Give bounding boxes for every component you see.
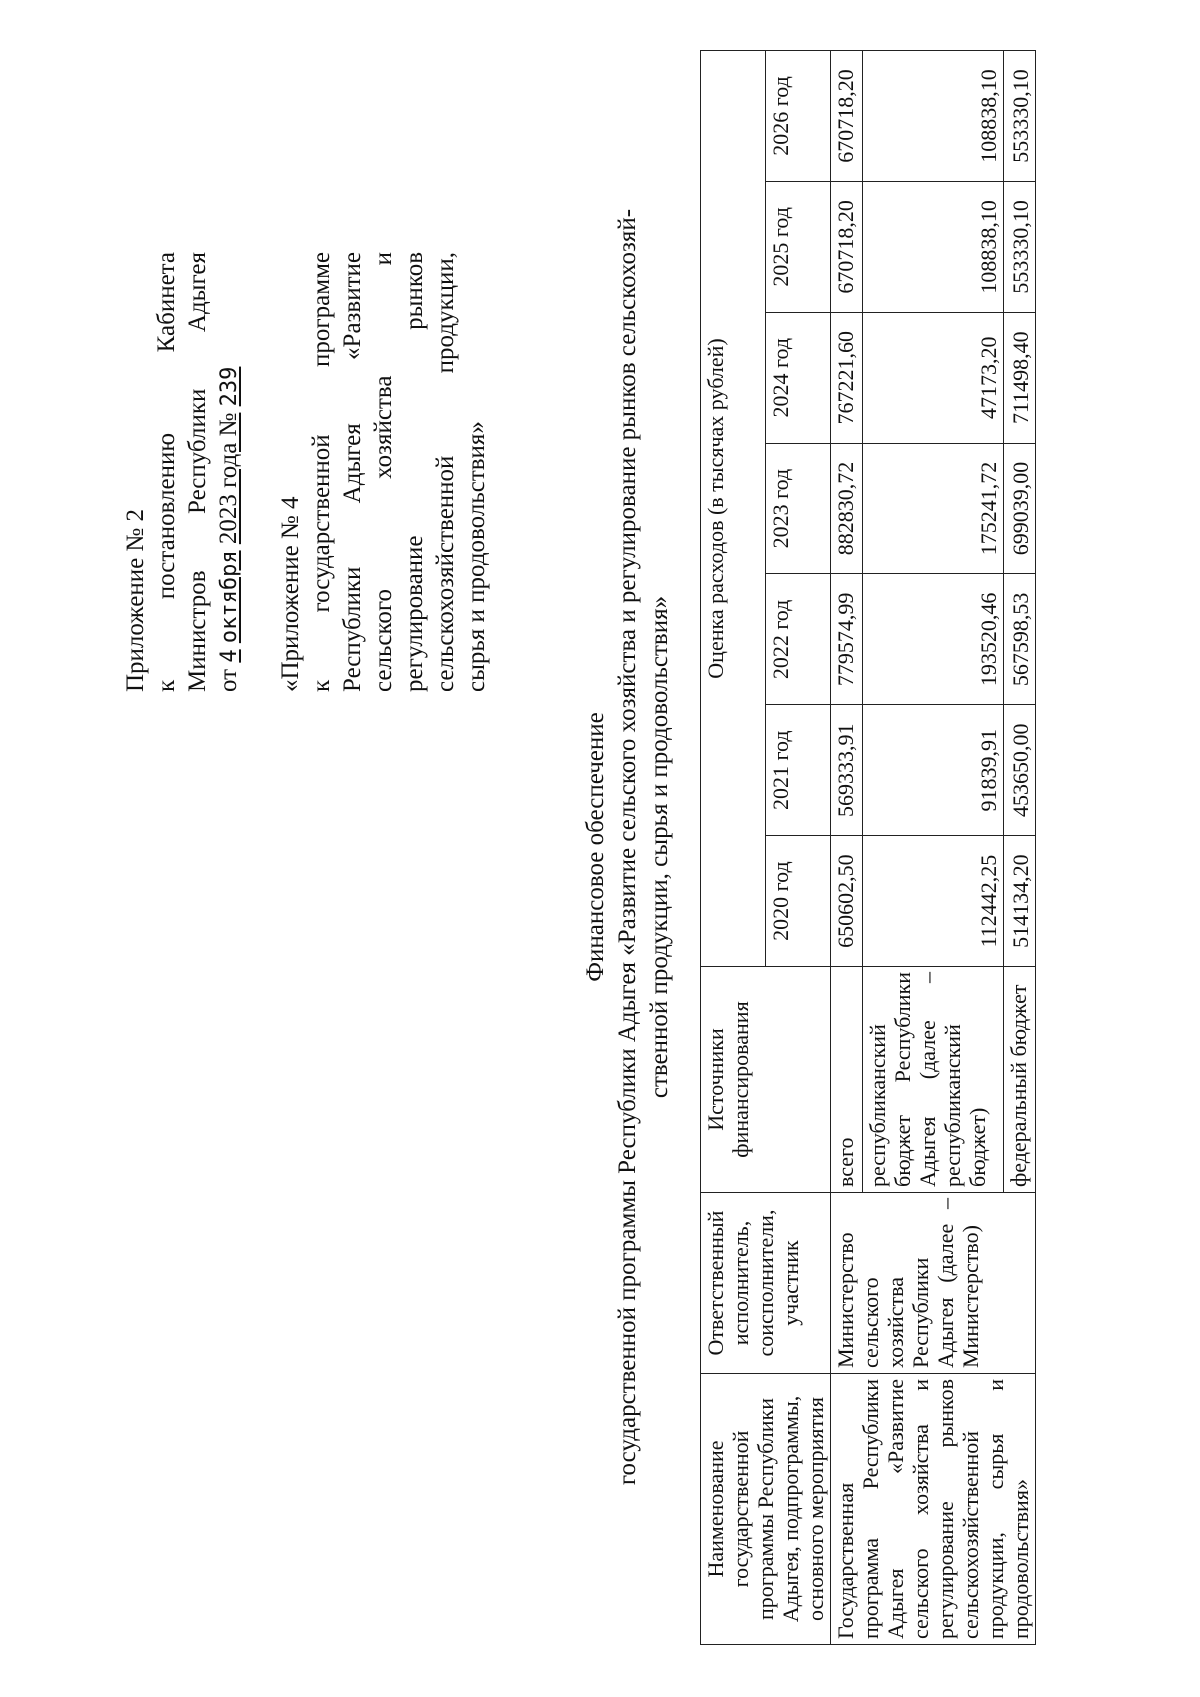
header-year: 2026 год <box>766 51 831 182</box>
source-cell: федеральный бюджет <box>1003 967 1035 1193</box>
prev-appendix-line4: сельского хозяйства и <box>370 252 397 692</box>
prev-appendix-line5: регулирование рынков <box>401 252 428 692</box>
prev-appendix-line2: к государственной программе <box>308 252 335 692</box>
header-year: 2023 год <box>766 443 831 574</box>
program-name: Государственная программа Республики Адыгея «Развитие сельского хозяйства и регулирование рынков сельскохозяйственной продукции, сырья и продовольствия» <box>831 1374 1036 1645</box>
table-header-row <box>701 51 766 1645</box>
table-row <box>831 51 863 1645</box>
value-cell: 779574,99 <box>831 574 863 705</box>
responsible-executor: Министерство сельского хозяйства Республики Адыгея (далее – Министерство) <box>831 1193 1036 1374</box>
value-cell: 553330,10 <box>1003 181 1035 312</box>
value-cell: 670718,20 <box>831 51 863 182</box>
spacer <box>245 252 275 692</box>
appendix-line2-left: к <box>153 679 180 692</box>
value-cell: 112442,25 <box>863 836 1003 967</box>
source-cell: республиканский бюджет Республики Адыгея (далее – республиканский бюджет) <box>863 967 1003 1193</box>
doc-number: 239 <box>217 366 242 407</box>
appendix-block <box>120 252 492 692</box>
header-year: 2020 год <box>766 836 831 967</box>
value-cell: 91839,91 <box>863 705 1003 836</box>
appendix-line2 <box>151 252 182 692</box>
date-month: октября <box>217 550 242 644</box>
value-cell: 553330,10 <box>1003 51 1035 182</box>
header-year: 2021 год <box>766 705 831 836</box>
value-cell: 175241,72 <box>863 443 1003 574</box>
value-cell: 650602,50 <box>831 836 863 967</box>
document-title <box>580 117 676 1577</box>
financing-table <box>700 50 1036 1645</box>
date-prefix: от <box>215 668 242 692</box>
prev-appendix-line3: Республики Адыгея «Развитие <box>339 252 366 692</box>
title-line3: ственной продукции, сырья и продовольствия» <box>646 595 673 1099</box>
header-name: Наименование государственной программы Республики Адыгея, подпрограммы, основного мероприятия <box>701 1374 831 1645</box>
value-cell: 569333,91 <box>831 705 863 836</box>
value-cell: 699039,00 <box>1003 443 1035 574</box>
value-cell: 711498,40 <box>1003 312 1035 443</box>
appendix-line1: Приложение № 2 <box>122 508 149 692</box>
appendix-date-line <box>213 252 245 692</box>
date-day: 4 <box>217 649 242 663</box>
header-sources: Источники финансирования <box>701 967 831 1193</box>
value-cell: 453650,00 <box>1003 705 1035 836</box>
value-cell: 767221,60 <box>831 312 863 443</box>
source-cell: всего <box>831 967 863 1193</box>
prev-appendix-line6: сельскохозяйственной продукции, <box>432 252 459 692</box>
header-year: 2024 год <box>766 312 831 443</box>
appendix-line2-right: Кабинета <box>153 251 180 353</box>
header-year: 2025 год <box>766 181 831 312</box>
header-year: 2022 год <box>766 574 831 705</box>
value-cell: 47173,20 <box>863 312 1003 443</box>
header-estimate: Оценка расходов (в тысячах рублей) <box>701 51 766 967</box>
title-line2: государственной программы Республики Адыгея «Развитие сельского хозяйства и регулирование рынков сельскохозяй- <box>614 208 641 1486</box>
value-cell: 882830,72 <box>831 443 863 574</box>
value-cell: 108838,10 <box>863 51 1003 182</box>
prev-appendix-line1: «Приложение № 4 <box>277 496 304 692</box>
value-cell: 108838,10 <box>863 181 1003 312</box>
prev-appendix-line7: сырья и продовольствия» <box>463 421 490 692</box>
value-cell: 514134,20 <box>1003 836 1035 967</box>
value-cell: 567598,53 <box>1003 574 1035 705</box>
date-year: 2023 года № <box>215 412 242 545</box>
title-line1: Финансовое обеспечение <box>582 712 609 982</box>
appendix-line2-mid: постановлению <box>153 432 180 600</box>
value-cell: 193520,46 <box>863 574 1003 705</box>
value-cell: 670718,20 <box>831 181 863 312</box>
header-responsible: Ответственный исполнитель, соисполнители, участник <box>701 1193 831 1374</box>
appendix-line3: Министров Республики Адыгея <box>184 252 211 692</box>
